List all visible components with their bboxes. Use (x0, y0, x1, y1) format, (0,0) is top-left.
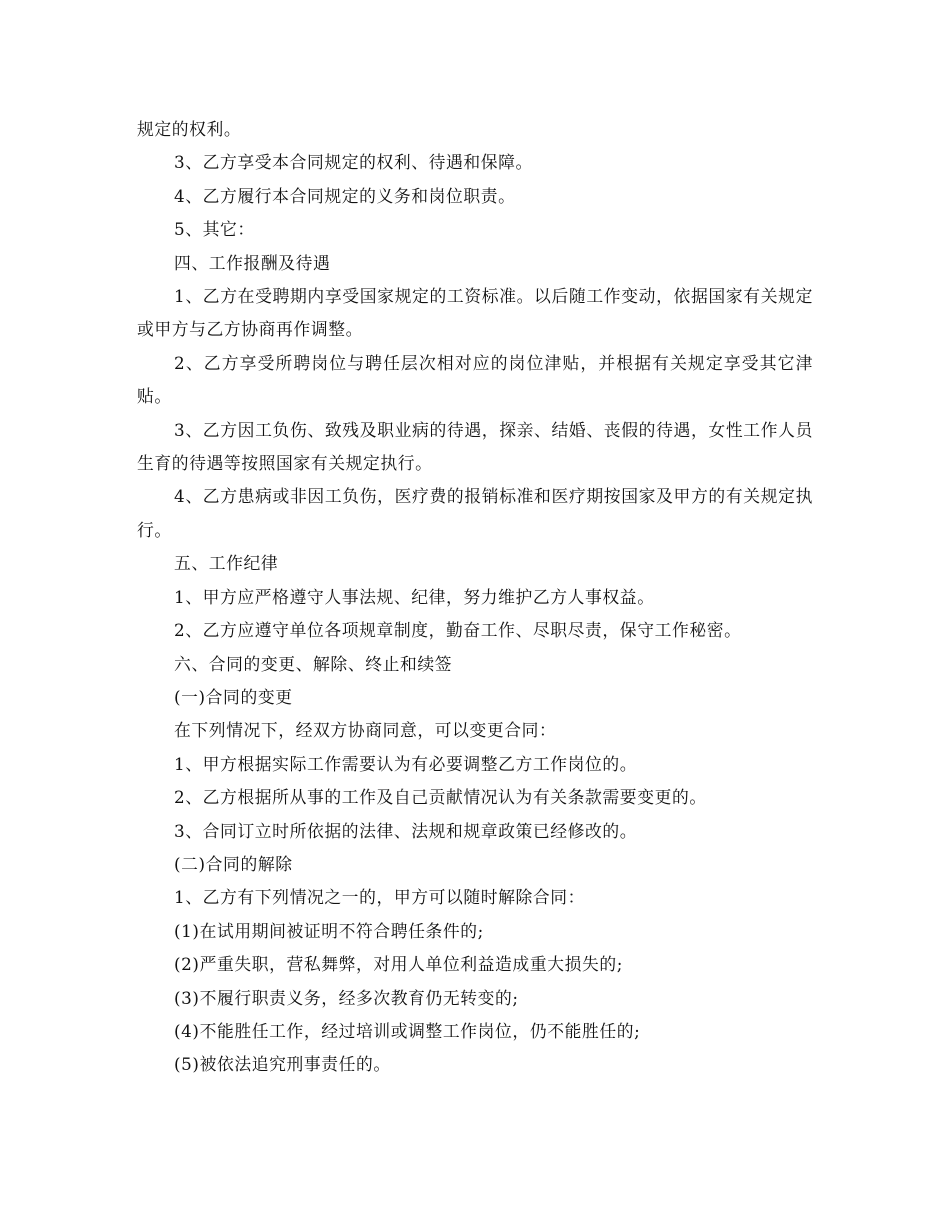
paragraph: 4、乙方履行本合同规定的义务和岗位职责。 (174, 185, 516, 206)
list-item: (5)被依法追究刑事责任的。 (174, 1054, 391, 1075)
list-item: (3)不履行职责义务，经多次教育仍无转变的; (174, 987, 519, 1008)
list-item: (2)严重失职，营私舞弊，对用人单位利益造成重大损失的; (174, 954, 623, 975)
paragraph: 1、乙方在受聘期内享受国家规定的工资标准。以后随工作变动，依据国家有关规定或甲方与乙方协商再作调整。 (137, 286, 813, 340)
section-heading: 四、工作报酬及待遇 (174, 252, 331, 273)
list-item: (1)在试用期间被证明不符合聘任条件的; (174, 920, 484, 941)
document-body (137, 113, 813, 1082)
paragraph: 在下列情况下，经双方协商同意，可以变更合同： (174, 720, 557, 741)
paragraph: 2、乙方享受所聘岗位与聘任层次相对应的岗位津贴，并根据有关规定享受其它津贴。 (137, 352, 813, 407)
paragraph: 2、乙方根据所从事的工作及自己贡献情况认为有关条款需要变更的。 (174, 787, 707, 808)
paragraph: 1、甲方根据实际工作需要认为有必要调整乙方工作岗位的。 (174, 753, 638, 774)
subsection-heading: (一)合同的变更 (174, 686, 293, 707)
paragraph: 2、乙方应遵守单位各项规章制度，勤奋工作、尽职尽责，保守工作秘密。 (174, 620, 742, 641)
paragraph: 3、合同订立时所依据的法律、法规和规章政策已经修改的。 (174, 820, 638, 841)
paragraph: 3、乙方因工负伤、致残及职业病的待遇，探亲、结婚、丧假的待遇，女性工作人员生育的待遇等按照国家有关规定执行。 (137, 419, 813, 474)
section-heading: 五、工作纪律 (174, 553, 279, 574)
paragraph: 1、乙方有下列情况之一的，甲方可以随时解除合同： (174, 887, 586, 908)
paragraph: 5、其它： (174, 219, 255, 240)
paragraph: 3、乙方享受本合同规定的权利、待遇和保障。 (174, 152, 533, 173)
subsection-heading: (二)合同的解除 (174, 853, 293, 874)
list-item: (4)不能胜任工作，经过培训或调整工作岗位，仍不能胜任的; (174, 1020, 641, 1041)
paragraph: 1、甲方应严格遵守人事法规、纪律，努力维护乙方人事权益。 (174, 586, 655, 607)
paragraph: 规定的权利。 (137, 119, 242, 139)
paragraph: 4、乙方患病或非因工负伤，医疗费的报销标准和医疗期按国家及甲方的有关规定执行。 (137, 486, 813, 540)
section-heading: 六、合同的变更、解除、终止和续签 (174, 653, 453, 674)
